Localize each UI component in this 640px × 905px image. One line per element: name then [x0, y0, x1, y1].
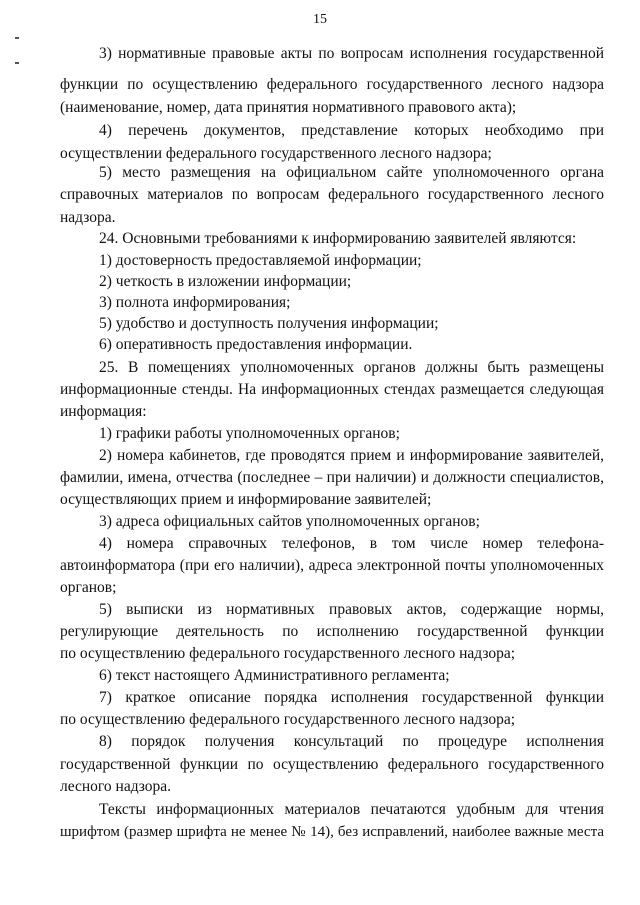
text-line: 5) выписки из нормативных правовых актов, содержащие нормы, — [99, 601, 604, 618]
text-line: 2) номера кабинетов, где проводятся прием и информирование заявителей, — [99, 447, 604, 464]
scan-mark — [15, 37, 19, 39]
text-line: 2) четкость в изложении информации; — [99, 273, 352, 290]
text-line: 1) графики работы уполномоченных органов; — [99, 425, 400, 442]
text-line: 3) нормативные правовые акты по вопросам исполнения государственной — [99, 45, 604, 62]
text-line: органов; — [60, 579, 117, 596]
text-line: 8) порядок получения консультаций по процедуре исполнения — [99, 733, 604, 750]
page-number: 15 — [313, 12, 327, 27]
text-line: справочных материалов по вопросам федерального государственного лесного — [60, 186, 604, 203]
text-line: функции по осуществлению федерального государственного лесного надзора — [60, 76, 604, 93]
text-line: осуществляющих прием и информирование заявителей; — [60, 491, 432, 508]
text-line: 3) полнота информирования; — [99, 294, 291, 311]
text-line: 5) удобство и доступность получения информации; — [99, 315, 439, 332]
text-line: 4) перечень документов, представление которых необходимо при — [99, 122, 604, 139]
text-line: 4) номера справочных телефонов, в том числе номер телефона- — [99, 535, 604, 552]
scan-mark — [15, 62, 19, 64]
text-line: по осуществлению федерального государственного лесного надзора; — [60, 711, 516, 728]
text-line: 3) адреса официальных сайтов уполномоченных органов; — [99, 513, 480, 530]
text-line: осуществлении федерального государственного лесного надзора; — [60, 145, 492, 162]
text-line: надзора. — [60, 209, 116, 226]
text-line: регулирующие деятельность по исполнению государственной функции — [60, 623, 604, 640]
text-line: (наименование, номер, дата принятия нормативного правового акта); — [60, 99, 517, 116]
text-line: Тексты информационных материалов печатаются удобным для чтения — [99, 801, 604, 818]
text-line: государственной функции по осуществлению федерального государственного — [60, 756, 604, 773]
text-line: по осуществлению федерального государственного лесного надзора; — [60, 645, 516, 662]
text-line: автоинформатора (при его наличии), адреса электронной почты уполномоченных — [60, 557, 604, 574]
text-line: лесного надзора. — [60, 778, 172, 795]
text-line: информация: — [60, 403, 147, 420]
text-line: 6) текст настоящего Административного регламента; — [99, 667, 450, 684]
text-line: шрифтом (размер шрифта не менее № 14), без исправлений, наиболее важные места — [60, 824, 604, 840]
text-line: информационные стенды. На информационных стендах размещается следующая — [60, 381, 604, 398]
text-line: 5) место размещения на официальном сайте уполномоченного органа — [99, 164, 604, 181]
text-line: 1) достоверность предоставляемой информации; — [99, 252, 422, 269]
text-line: 24. Основными требованиями к информированию заявителей являются: — [99, 230, 577, 247]
text-line: 6) оперативность предоставления информации. — [99, 336, 413, 353]
text-line: 7) краткое описание порядка исполнения государственной функции — [99, 689, 604, 706]
text-line: фамилии, имена, отчества (последнее – при наличии) и должности специалистов, — [60, 469, 604, 486]
text-line: 25. В помещениях уполномоченных органов должны быть размещены — [99, 359, 604, 376]
